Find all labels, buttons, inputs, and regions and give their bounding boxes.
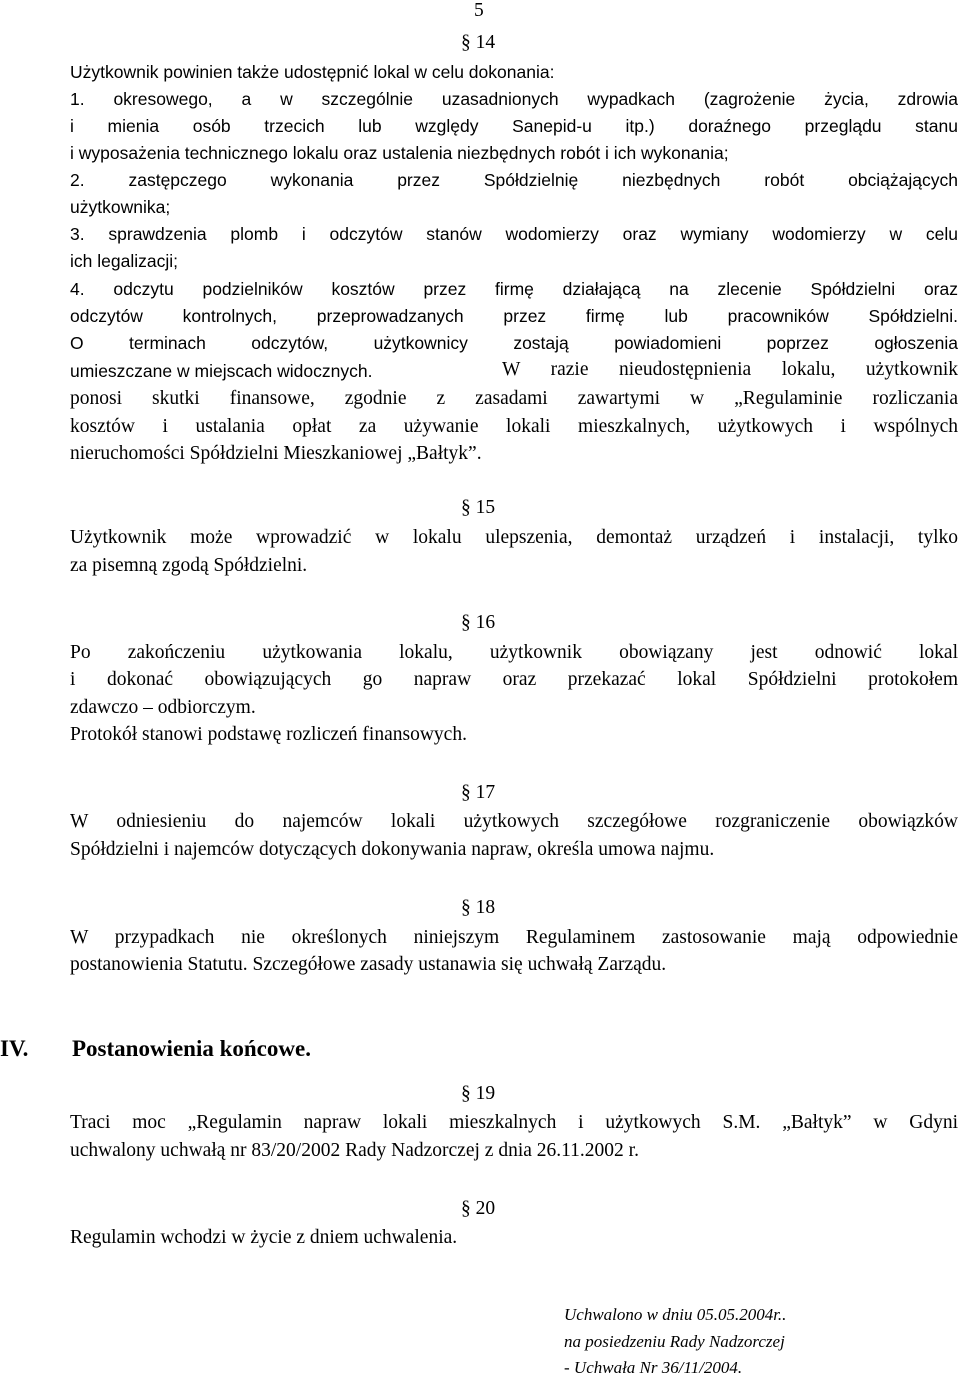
section-20-heading: § 20 bbox=[461, 1198, 496, 1219]
section-14-item1-line3: i wyposażenia technicznego lokalu oraz ustalenia niezbędnych robót i ich wykonania; bbox=[70, 143, 729, 163]
section-14-item1-line2: i mienia osób trzecich lub względy Sanepid-u itp.) doraźnego przeglądu stanu bbox=[70, 116, 958, 136]
section-16-line2: i dokonać obowiązujących go napraw oraz przekazać lokal Spółdzielni protokołem bbox=[70, 669, 958, 690]
section-17-line2: Spółdzielni i najemców dotyczących dokonywania napraw, określa umowa najmu. bbox=[70, 839, 715, 860]
section-19-line2: uchwalony uchwałą nr 83/20/2002 Rady Nadzorczej z dnia 26.11.2002 r. bbox=[70, 1140, 639, 1161]
section-14-item4-line5: ponosi skutki finansowe, zgodnie z zasadami zawartymi w „Regulaminie rozliczania bbox=[70, 388, 958, 409]
section-14-item4-line3: O terminach odczytów, użytkownicy zostają powiadomieni poprzez ogłoszenia bbox=[70, 333, 958, 353]
section-14-heading: § 14 bbox=[461, 32, 496, 53]
section-14-item4-line4b: W razie nieudostępnienia lokalu, użytkownik bbox=[502, 359, 958, 380]
section-19-heading: § 19 bbox=[461, 1083, 496, 1104]
section-15-line1: Użytkownik może wprowadzić w lokalu ulepszenia, demontaż urządzeń i instalacji, tylko bbox=[70, 527, 958, 548]
section-16-line4: Protokół stanowi podstawę rozliczeń finansowych. bbox=[70, 724, 467, 745]
section-14-item4-line6: kosztów i ustalania opłat za używanie lokali mieszkalnych, użytkowych i wspólnych bbox=[70, 416, 958, 437]
section-15-line2: za pisemną zgodą Spółdzielni. bbox=[70, 555, 308, 576]
section-18-line1: W przypadkach nie określonych niniejszym Regulaminem zastosowanie mają odpowiednie bbox=[70, 927, 958, 948]
section-14-item4-line7: nieruchomości Spółdzielni Mieszkaniowej „Bałtyk”. bbox=[70, 443, 482, 464]
section-18-heading: § 18 bbox=[461, 897, 496, 918]
section-14-item2-line1: 2. zastępczego wykonania przez Spółdzielnię niezbędnych robót obciążających bbox=[70, 170, 958, 190]
section-19-line1: Traci moc „Regulamin napraw lokali mieszkalnych i użytkowych S.M. „Bałtyk” w Gdyni bbox=[70, 1112, 958, 1133]
footer-line2: na posiedzeniu Rady Nadzorczej bbox=[564, 1332, 785, 1351]
section-14-item3-line2: ich legalizacji; bbox=[70, 251, 178, 271]
section-14-item2-line2: użytkownika; bbox=[70, 197, 171, 217]
page-number: 5 bbox=[474, 0, 484, 21]
section-14-item4-line1: 4. odczytu podzielników kosztów przez firmę działającą na zlecenie Spółdzielni oraz bbox=[70, 279, 958, 299]
section-14-item4-line4a: umieszczane w miejscach widocznych. bbox=[70, 361, 373, 381]
section-18-line2: postanowienia Statutu. Szczegółowe zasady ustanawia się uchwałą Zarządu. bbox=[70, 954, 667, 975]
chapter-title: Postanowienia końcowe. bbox=[72, 1036, 311, 1061]
section-14-intro: Użytkownik powinien także udostępnić lokal w celu dokonania: bbox=[70, 62, 555, 82]
section-17-line1: W odniesieniu do najemców lokali użytkowych szczegółowe rozgraniczenie obowiązków bbox=[70, 811, 958, 832]
footer-line1: Uchwalono w dniu 05.05.2004r.. bbox=[564, 1305, 787, 1324]
section-20-line1: Regulamin wchodzi w życie z dniem uchwalenia. bbox=[70, 1227, 458, 1248]
section-17-heading: § 17 bbox=[461, 782, 496, 803]
section-14-item4-line2: odczytów kontrolnych, przeprowadzanych przez firmę lub pracowników Spółdzielni. bbox=[70, 306, 958, 326]
section-14-item1-line1: 1. okresowego, a w szczególnie uzasadnionych wypadkach (zagrożenie życia, zdrowia bbox=[70, 89, 958, 109]
chapter-number: IV. bbox=[0, 1036, 29, 1061]
section-14-item3-line1: 3. sprawdzenia plomb i odczytów stanów wodomierzy oraz wymiany wodomierzy w celu bbox=[70, 224, 958, 244]
footer-line3: - Uchwała Nr 36/11/2004. bbox=[564, 1358, 743, 1377]
section-15-heading: § 15 bbox=[461, 497, 496, 518]
section-16-line1: Po zakończeniu użytkowania lokalu, użytkownik obowiązany jest odnowić lokal bbox=[70, 642, 958, 663]
section-16-line3: zdawczo – odbiorczym. bbox=[70, 697, 256, 718]
section-16-heading: § 16 bbox=[461, 612, 496, 633]
